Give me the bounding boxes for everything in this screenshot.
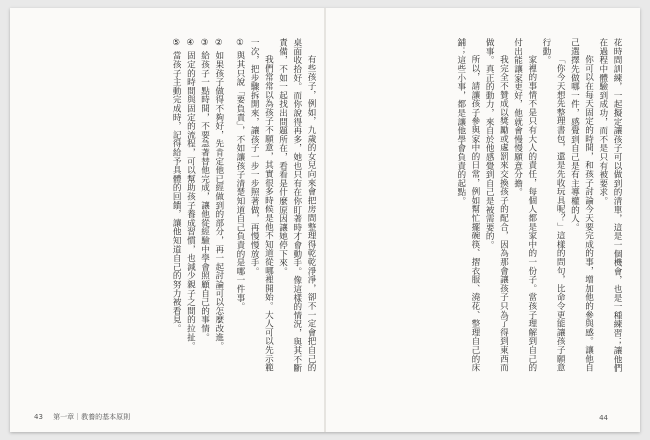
right-paragraph: 你可以在每天固定的時間，和孩子討論今天要完成的事，增加他的參與感。讓他自己選擇先做哪一件，感覺到自己是有主導權的人。 bbox=[569, 38, 594, 372]
book-gutter bbox=[324, 8, 326, 432]
right-page-number: 44 bbox=[599, 414, 608, 422]
right-paragraph: 「你今天想先整理書包，還是先收玩具呢？」這樣的問句，比命令更能讓孩子願意行動。 bbox=[540, 38, 566, 372]
left-footer bbox=[34, 412, 138, 422]
left-list-item: ⑤ 當孩子主動完成時，記得給予具體的回饋，讓他知道自己的努力被看見。 bbox=[171, 38, 182, 333]
right-paragraph: 家裡的事情不是只有大人的責任，每個人都是家中的一份子。當孩子理解到自己的付出能讓家更好，他就會慢慢願意分擔。 bbox=[512, 38, 537, 372]
book-spread bbox=[10, 8, 640, 432]
left-page-number: 43 bbox=[34, 413, 43, 421]
left-paragraph: 有些孩子，例如，九歲的女兒向來會把房間整理得乾乾淨淨，卻不一定會把自己的桌面收拾好。而你說得再多，她也只有在你盯著時才會動手。像這樣的情況，與其不斷責備，不如一起找出問題所在，看看是什麼原因讓她停下來。 bbox=[277, 38, 316, 373]
left-paragraph: 我們常常以為孩子不願意，其實很多時候是他不知道從哪裡開始。大人可以先示範一次，把步驟拆開來，讓孩子一步一步照著做，再慢慢放手。 bbox=[249, 38, 274, 372]
left-list-item: ② 如果孩子做得不夠好，先肯定他已經做到的部分，再一起討論可以怎麼改進。 bbox=[213, 38, 224, 351]
right-paragraph: 我完全不贊成以獎勵或處罰來交換孩子的配合，因為那會讓孩子只為了得到東西而做事。真正的動力，來自於他感覺到自己是被需要的。 bbox=[484, 38, 509, 372]
left-list-item: ① 與其只說「要負責」，不如讓孩子清楚知道自己負責的是哪一件事。 bbox=[234, 38, 245, 311]
left-page bbox=[32, 38, 318, 378]
left-list-item: ③ 給孩子一點時間，不要急著替他完成，讓他從經驗中學會照顧自己的事情。 bbox=[199, 38, 210, 342]
right-paragraph: 花時間訓練，一起擬定讓孩子可以做到的清單，這是一個機會，也是一種練習；讓他們在過程中體驗到成功，而不是只有被要求。 bbox=[597, 38, 622, 373]
running-head: 第一章｜教養的基本原則 bbox=[53, 413, 131, 421]
right-page-body bbox=[336, 38, 624, 378]
right-footer bbox=[599, 414, 616, 422]
left-page-body bbox=[32, 38, 318, 378]
left-list-item: ④ 固定的時間與固定的流程，可以幫助孩子養成習慣，也減少親子之間的拉扯。 bbox=[185, 38, 196, 351]
right-page bbox=[336, 38, 624, 378]
right-paragraph: 所以，請讓孩子參與家中的日常，例如幫忙擺碗筷、摺衣服、澆花、整理自己的床鋪；這些小事，都是讓他學會負責的起點。 bbox=[455, 38, 480, 372]
